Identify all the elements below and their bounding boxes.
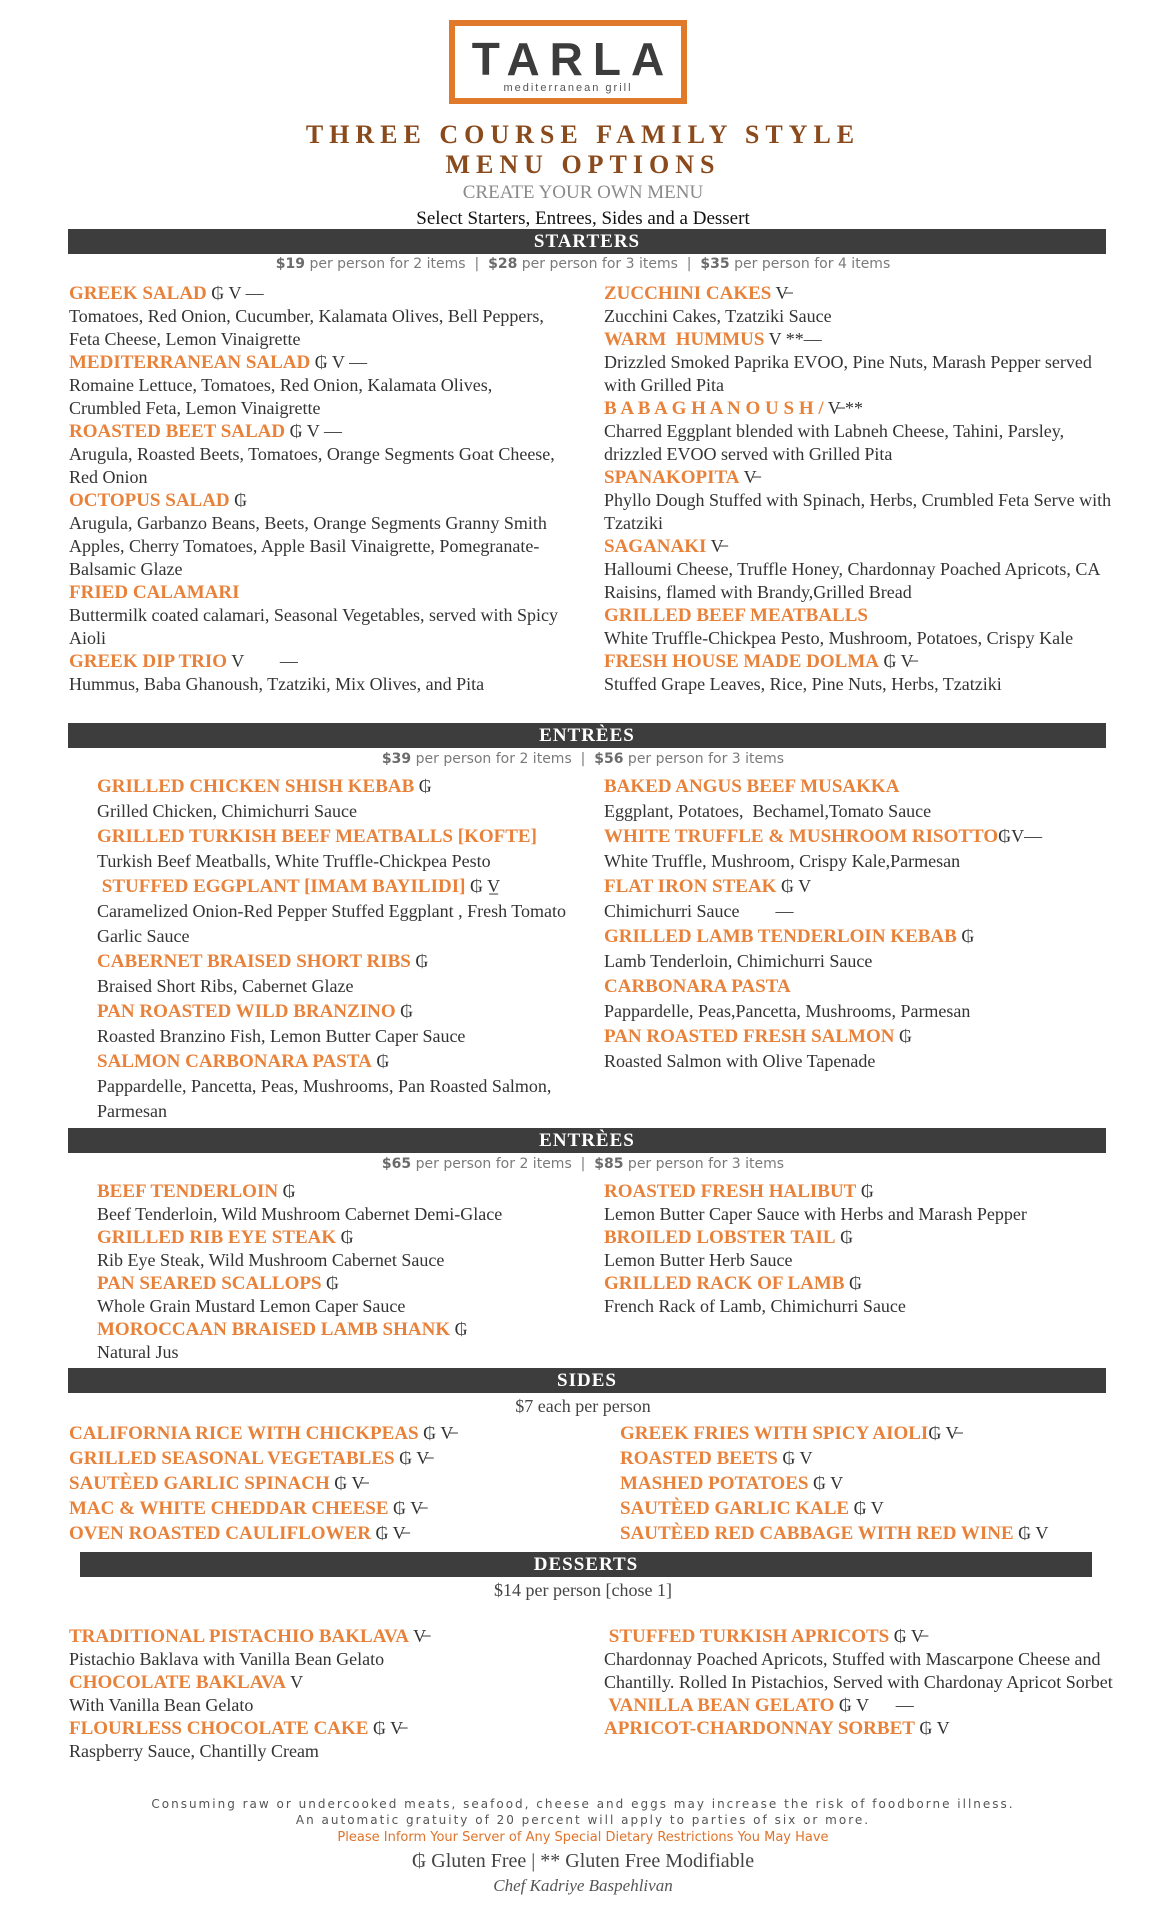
dietary-marks: V̶	[771, 283, 789, 303]
menu-item	[97, 874, 587, 949]
item-title: ROASTED FRESH HALIBUT	[604, 1181, 857, 1202]
price-amount: $28	[488, 256, 518, 272]
item-title: CARBONARA PASTA	[604, 976, 791, 997]
price-text: per person for 4 items	[729, 256, 891, 272]
menu-item	[604, 328, 1114, 397]
menu-item-name	[620, 1471, 1130, 1496]
item-title: APRICOT-CHARDONNAY SORBET	[604, 1718, 915, 1739]
dietary-marks: ₲ V̶	[370, 1523, 406, 1543]
menu-item-name	[604, 1717, 1114, 1740]
menu-item-description: Turkish Beef Meatballs, White Truffle-Chickpea Pesto	[97, 851, 491, 871]
menu-item	[69, 420, 564, 489]
item-title: ROASTED BEET SALAD	[69, 421, 286, 442]
logo-subtitle: mediterranean grill	[503, 82, 633, 94]
menu-item	[604, 1226, 1114, 1272]
menu-item-name	[604, 650, 1114, 673]
menu-item-name	[604, 1272, 1114, 1295]
menu-item-description: Pistachio Baklava with Vanilla Bean Gelato	[69, 1649, 385, 1669]
menu-item	[97, 774, 587, 824]
menu-item	[604, 397, 1114, 466]
menu-item	[604, 1180, 1114, 1226]
menu-item-name	[604, 874, 1114, 899]
item-title: SAUTÈED RED CABBAGE WITH RED WINE	[620, 1523, 1014, 1544]
item-title: B A B A G H A N O U S H /	[604, 398, 824, 419]
price-text: per person for 3 items	[623, 1156, 785, 1172]
item-title: MEDITERRANEAN SALAD	[69, 352, 311, 373]
menu-item-name	[69, 1521, 589, 1546]
menu-item-description: Grilled Chicken, Chimichurri Sauce	[97, 801, 357, 821]
dietary-marks: ₲	[956, 926, 975, 946]
menu-item-description: With Vanilla Bean Gelato	[69, 1695, 254, 1715]
menu-item-description: Arugula, Roasted Beets, Tomatoes, Orange Segments Goat Cheese, Red Onion	[69, 444, 560, 487]
footer-disclaimer: Consuming raw or undercooked meats, seafood, cheese and eggs may increase the risk of foodborne illness.	[151, 1797, 1015, 1811]
menu-item-description: Chardonnay Poached Apricots, Stuffed with Mascarpone Cheese and Chantilly. Rolled In Pistachios, Served with Chardonay Apricot Sorbet	[604, 1649, 1113, 1692]
item-title: FLAT IRON STEAK	[604, 876, 777, 897]
menu-item-name	[69, 489, 564, 512]
item-title: OVEN ROASTED CAULIFLOWER	[69, 1523, 371, 1544]
menu-item-name	[604, 282, 1114, 305]
price-text: per person for 2 items |	[411, 751, 595, 767]
logo-name: TARLA	[471, 33, 675, 85]
menu-item	[97, 824, 587, 874]
item-title: GRILLED TURKISH BEEF MEATBALLS [KOFTE]	[97, 826, 537, 847]
dietary-marks: ₲ V̶	[418, 1423, 454, 1443]
dietary-marks: ₲ V	[777, 1448, 813, 1468]
menu-item-description: Pappardelle, Peas,Pancetta, Mushrooms, Parmesan	[604, 1001, 971, 1021]
price-amount: $56	[594, 751, 624, 767]
dietary-marks: ₲	[229, 490, 248, 510]
menu-item	[604, 874, 1114, 924]
menu-item-description: Pappardelle, Pancetta, Peas, Mushrooms, Pan Roasted Salmon, Parmesan	[97, 1076, 556, 1121]
menu-item	[604, 1272, 1114, 1318]
item-title: CHOCOLATE BAKLAVA	[69, 1672, 286, 1693]
item-title: OCTOPUS SALAD	[69, 490, 230, 511]
menu-item	[604, 650, 1114, 696]
dietary-marks: ₲ V —	[834, 1695, 914, 1715]
dietary-marks: V —	[227, 651, 298, 671]
dietary-marks: ₲	[414, 776, 432, 796]
dietary-marks: ₲ V —	[285, 421, 342, 441]
menu-item-description: Natural Jus	[97, 1342, 179, 1362]
dietary-marks: ₲	[278, 1181, 296, 1201]
menu-item-description: Whole Grain Mustard Lemon Caper Sauce	[97, 1296, 406, 1316]
menu-item-name	[604, 1625, 1114, 1648]
menu-item-name	[97, 1272, 587, 1295]
menu-item-description: Arugula, Garbanzo Beans, Beets, Orange Segments Granny Smith Apples, Cherry Tomatoes, Apple Basil Vinaigrette, Pomegranate-Balsamic Glaze	[69, 513, 551, 579]
premium-entrees-price	[0, 1156, 1166, 1172]
menu-item-description: Rib Eye Steak, Wild Mushroom Cabernet Sauce	[97, 1250, 445, 1270]
section-bar-premium-entrees: ENTRÈES	[68, 1128, 1106, 1153]
menu-item-name	[69, 1421, 589, 1446]
dietary-marks: ₲ V	[808, 1473, 844, 1493]
item-title: ZUCCHINI CAKES	[604, 283, 772, 304]
item-title: SAGANAKI	[604, 536, 707, 557]
menu-item	[604, 1625, 1114, 1694]
menu-item-name	[97, 999, 587, 1024]
item-title: FLOURLESS CHOCOLATE CAKE	[69, 1718, 369, 1739]
menu-item	[69, 581, 564, 650]
sides-right-column	[620, 1421, 1130, 1546]
menu-item-name	[69, 1625, 564, 1648]
section-bar-desserts: DESSERTS	[80, 1552, 1092, 1577]
menu-item-description: Lemon Butter Herb Sauce	[604, 1250, 793, 1270]
premium-entrees-right-column	[604, 1180, 1114, 1318]
menu-item-description: Beef Tenderloin, Wild Mushroom Cabernet Demi-Glace	[97, 1204, 503, 1224]
dietary-marks: ₲ V̶	[394, 1448, 430, 1468]
menu-title-2: MENU OPTIONS	[445, 150, 721, 179]
menu-item-description: Chimichurri Sauce —	[604, 901, 794, 921]
sides-left-column	[69, 1421, 589, 1546]
price-text: per person for 3 items	[623, 751, 785, 767]
menu-item	[69, 1671, 564, 1717]
footer-dietary-note: Please Inform Your Server of Any Special Dietary Restrictions You May Have	[337, 1830, 829, 1845]
item-title: MAC & WHITE CHEDDAR CHEESE	[69, 1498, 389, 1519]
item-title: SAUTÈED GARLIC KALE	[620, 1498, 850, 1519]
menu-item	[97, 1180, 587, 1226]
menu-item	[69, 650, 564, 696]
menu-item	[69, 489, 564, 581]
item-title: WARM HUMMUS	[604, 329, 765, 350]
item-title: GRILLED RACK OF LAMB	[604, 1273, 845, 1294]
menu-item-description: White Truffle-Chickpea Pesto, Mushroom, Potatoes, Crispy Kale	[604, 628, 1074, 648]
item-title: FRIED CALAMARI	[69, 582, 240, 603]
item-title: CALIFORNIA RICE WITH CHICKPEAS	[69, 1423, 419, 1444]
section-bar-entrees: ENTRÈES	[68, 723, 1106, 748]
item-title: GRILLED SEASONAL VEGETABLES	[69, 1448, 395, 1469]
menu-item-description: Zucchini Cakes, Tzatziki Sauce	[604, 306, 832, 326]
menu-item-name	[69, 1671, 564, 1694]
dietary-marks: V̶	[408, 1626, 427, 1646]
menu-item-name	[604, 1226, 1114, 1249]
menu-item-description: Braised Short Ribs, Cabernet Glaze	[97, 976, 354, 996]
menu-item-name	[604, 1024, 1114, 1049]
menu-item	[69, 1471, 589, 1496]
menu-item	[604, 924, 1114, 974]
item-title: SALMON CARBONARA PASTA	[97, 1051, 372, 1072]
menu-item-name	[620, 1421, 1130, 1446]
menu-item-name	[69, 420, 564, 443]
menu-item-name	[97, 874, 587, 899]
menu-item-description: Stuffed Grape Leaves, Rice, Pine Nuts, Herbs, Tzatziki	[604, 674, 1002, 694]
menu-item	[69, 1421, 589, 1446]
menu-item	[69, 1625, 564, 1671]
item-title: GRILLED BEEF MEATBALLS	[604, 605, 868, 626]
menu-item	[620, 1471, 1130, 1496]
dietary-marks: ₲ V	[1013, 1523, 1049, 1543]
dietary-marks: ₲	[336, 1227, 354, 1247]
menu-item-description: Eggplant, Potatoes, Bechamel,Tomato Sauce	[604, 801, 932, 821]
entrees-price	[0, 751, 1166, 767]
menu-item-description: Charred Eggplant blended with Labneh Cheese, Tahini, Parsley, drizzled EVOO served with Grilled Pita	[604, 421, 1069, 464]
menu-item-description: Romaine Lettuce, Tomatoes, Red Onion, Kalamata Olives, Crumbled Feta, Lemon Vinaigrette	[69, 375, 497, 418]
footer-chef: Chef Kadriye Baspehlivan	[493, 1876, 673, 1895]
menu-item-name	[97, 774, 587, 799]
price-text: per person for 2 items |	[305, 256, 489, 272]
menu-item	[604, 466, 1114, 535]
sides-price: $7 each per person	[515, 1396, 651, 1416]
menu-item-name	[604, 824, 1114, 849]
menu-item-name	[604, 328, 1114, 351]
menu-item-description: Hummus, Baba Ghanoush, Tzatziki, Mix Olives, and Pita	[69, 674, 485, 694]
dietary-marks: V	[285, 1672, 304, 1692]
menu-item-name	[604, 974, 1114, 999]
menu-item	[620, 1421, 1130, 1446]
item-title: GREEK DIP TRIO	[69, 651, 228, 672]
menu-item	[604, 604, 1114, 650]
item-title: GRILLED RIB EYE STEAK	[97, 1227, 337, 1248]
menu-item	[69, 351, 564, 420]
dietary-marks: V̶ **	[823, 398, 863, 418]
menu-item	[604, 535, 1114, 604]
dietary-marks: ₲ V̶	[388, 1498, 424, 1518]
menu-item	[97, 1272, 587, 1318]
menu-item-description: Roasted Salmon with Olive Tapenade	[604, 1051, 876, 1071]
menu-item-description: Buttermilk coated calamari, Seasonal Vegetables, served with Spicy Aioli	[69, 605, 562, 648]
item-title: ROASTED BEETS	[620, 1448, 778, 1469]
menu-item-description: Halloumi Cheese, Truffle Honey, Chardonnay Poached Apricots, CA Raisins, flamed with Brandy,Grilled Bread	[604, 559, 1104, 602]
menu-item-name	[69, 650, 564, 673]
menu-item-description: Raspberry Sauce, Chantilly Cream	[69, 1741, 319, 1761]
dietary-marks: ₲ V̶	[368, 1718, 404, 1738]
dietary-marks: ₲ V̶	[889, 1626, 924, 1646]
dietary-marks: ₲	[856, 1181, 874, 1201]
menu-item-name	[69, 351, 564, 374]
price-text: per person for 3 items |	[517, 256, 701, 272]
item-title: PAN ROASTED FRESH SALMON	[604, 1026, 895, 1047]
dietary-marks: ₲ V —	[206, 283, 264, 303]
menu-item-name	[620, 1446, 1130, 1471]
item-title: MASHED POTATOES	[620, 1473, 809, 1494]
dietary-marks: ₲	[371, 1051, 390, 1071]
menu-item	[620, 1521, 1130, 1546]
menu-subtitle: CREATE YOUR OWN MENU	[462, 182, 704, 203]
menu-item	[69, 1496, 589, 1521]
dietary-marks: ₲ V —	[310, 352, 368, 372]
section-bar-sides: SIDES	[68, 1368, 1106, 1393]
dietary-marks: ₲ V̶	[329, 1473, 365, 1493]
menu-item-description: Drizzled Smoked Paprika EVOO, Pine Nuts, Marash Pepper served with Grilled Pita	[604, 352, 1097, 395]
menu-item	[604, 1717, 1114, 1740]
dietary-marks: ₲	[844, 1273, 863, 1293]
menu-item-description: Phyllo Dough Stuffed with Spinach, Herbs, Crumbled Feta Serve with Tzatziki	[604, 490, 1116, 533]
dietary-marks: ₲ V̲	[465, 876, 501, 896]
desserts-left-column	[69, 1625, 564, 1763]
item-title: SPANAKOPITA	[604, 467, 740, 488]
item-title: WHITE TRUFFLE & MUSHROOM RISOTTO	[604, 826, 999, 847]
desserts-price: $14 per person [chose 1]	[494, 1580, 672, 1600]
menu-item-name	[97, 1226, 587, 1249]
menu-item	[620, 1446, 1130, 1471]
dietary-marks: ₲ V	[849, 1498, 884, 1518]
dietary-marks: V **—	[764, 329, 822, 349]
menu-item	[604, 774, 1114, 824]
item-title: GRILLED LAMB TENDERLOIN KEBAB	[604, 926, 957, 947]
dietary-marks: V̶	[739, 467, 757, 487]
dietary-marks: V̶	[706, 536, 724, 556]
dietary-marks: ₲ V	[914, 1718, 950, 1738]
menu-item-name	[604, 604, 1114, 627]
menu-item	[69, 1717, 564, 1763]
menu-item	[604, 824, 1114, 874]
dietary-marks: ₲	[835, 1227, 854, 1247]
dietary-marks: ₲	[321, 1273, 340, 1293]
menu-item-name	[69, 282, 564, 305]
menu-item-description: Roasted Branzino Fish, Lemon Butter Caper Sauce	[97, 1026, 466, 1046]
menu-item-description: Tomatoes, Red Onion, Cucumber, Kalamata Olives, Bell Peppers, Feta Cheese, Lemon Vinaigrette	[69, 306, 549, 349]
menu-item-name	[97, 1180, 587, 1203]
dietary-marks: ₲	[450, 1319, 468, 1339]
menu-item-name	[604, 466, 1114, 489]
menu-item-description: French Rack of Lamb, Chimichurri Sauce	[604, 1296, 906, 1316]
item-title: GRILLED CHICKEN SHISH KEBAB	[97, 776, 415, 797]
menu-item	[97, 1049, 587, 1124]
item-title: GREEK FRIES WITH SPICY AIOLI	[620, 1423, 929, 1444]
menu-item-name	[69, 1471, 589, 1496]
menu-item	[97, 1226, 587, 1272]
entrees-left-column	[97, 774, 587, 1124]
item-title: FRESH HOUSE MADE DOLMA	[604, 651, 879, 672]
menu-title: THREE COURSE FAMILY STYLE	[305, 120, 861, 149]
menu-item-name	[604, 924, 1114, 949]
menu-item	[604, 282, 1114, 328]
menu-item-name	[604, 1180, 1114, 1203]
dietary-marks: ₲ V	[776, 876, 812, 896]
menu-item	[69, 1446, 589, 1471]
premium-entrees-left-column	[97, 1180, 587, 1364]
dietary-marks: ₲	[410, 951, 429, 971]
price-text: per person for 2 items |	[411, 1156, 595, 1172]
price-amount: $85	[594, 1156, 624, 1172]
menu-item-name	[69, 1496, 589, 1521]
logo	[449, 20, 687, 104]
desserts-right-column	[604, 1625, 1114, 1740]
item-title: BAKED ANGUS BEEF MUSAKKA	[604, 776, 900, 797]
starters-left-column	[69, 282, 564, 696]
menu-item	[604, 1024, 1114, 1074]
footer-gratuity: An automatic gratuity of 20 percent will apply to parties of six or more.	[295, 1813, 871, 1827]
menu-item-name	[604, 397, 1114, 420]
menu-item-name	[97, 1049, 587, 1074]
item-title: MOROCCAAN BRAISED LAMB SHANK	[97, 1319, 451, 1340]
item-title: STUFFED TURKISH APRICOTS	[604, 1626, 890, 1647]
item-title: BEEF TENDERLOIN	[97, 1181, 279, 1202]
dietary-marks: ₲ V̶	[879, 651, 914, 671]
menu-item-name	[69, 1717, 564, 1740]
dietary-marks: ₲ V̶	[928, 1423, 959, 1443]
menu-item-description: Lemon Butter Caper Sauce with Herbs and Marash Pepper	[604, 1204, 1027, 1224]
menu-item-description: Caramelized Onion-Red Pepper Stuffed Eggplant , Fresh Tomato Garlic Sauce	[97, 901, 571, 946]
item-title: VANILLA BEAN GELATO	[604, 1695, 835, 1716]
price-amount: $39	[381, 751, 412, 767]
menu-item-name	[620, 1496, 1130, 1521]
item-title: SAUTÈED GARLIC SPINACH	[69, 1473, 330, 1494]
item-title: PAN SEARED SCALLOPS	[97, 1273, 322, 1294]
item-title: PAN ROASTED WILD BRANZINO	[97, 1001, 396, 1022]
item-title: BROILED LOBSTER TAIL	[604, 1227, 836, 1248]
menu-item	[620, 1496, 1130, 1521]
item-title: GREEK SALAD	[69, 283, 207, 304]
menu-item	[97, 999, 587, 1049]
menu-item	[69, 282, 564, 351]
dietary-marks: ₲V—	[998, 826, 1043, 846]
item-title: STUFFED EGGPLANT [IMAM BAYILIDI]	[97, 876, 466, 897]
item-title: TRADITIONAL PISTACHIO BAKLAVA	[69, 1626, 409, 1647]
price-amount: $65	[381, 1156, 412, 1172]
menu-item	[97, 949, 587, 999]
price-amount: $19	[275, 256, 305, 272]
item-title: CABERNET BRAISED SHORT RIBS	[97, 951, 411, 972]
dietary-marks: ₲	[395, 1001, 414, 1021]
menu-item-name	[604, 535, 1114, 558]
menu-item-name	[97, 949, 587, 974]
menu-item-name	[604, 774, 1114, 799]
menu-item-name	[97, 824, 587, 849]
menu-item-name	[620, 1521, 1130, 1546]
menu-item	[604, 1694, 1114, 1717]
menu-item	[97, 1318, 587, 1364]
starters-right-column	[604, 282, 1114, 696]
price-amount: $35	[700, 256, 730, 272]
dietary-marks: ₲	[894, 1026, 912, 1046]
menu-instructions: Select Starters, Entrees, Sides and a Dessert	[416, 208, 750, 229]
entrees-right-column	[604, 774, 1114, 1074]
menu-item	[604, 974, 1114, 1024]
menu-item-description: Lamb Tenderloin, Chimichurri Sauce	[604, 951, 873, 971]
menu-item-description: White Truffle, Mushroom, Crispy Kale,Parmesan	[604, 851, 961, 871]
menu-item-name	[97, 1318, 587, 1341]
menu-item-name	[69, 1446, 589, 1471]
menu-item-name	[604, 1694, 1114, 1717]
section-bar-starters: STARTERS	[68, 229, 1106, 254]
menu-item	[69, 1521, 589, 1546]
starters-price	[0, 256, 1166, 272]
menu-item-name	[69, 581, 564, 604]
footer-legend: ₲ Gluten Free | ** Gluten Free Modifiable	[411, 1850, 755, 1872]
